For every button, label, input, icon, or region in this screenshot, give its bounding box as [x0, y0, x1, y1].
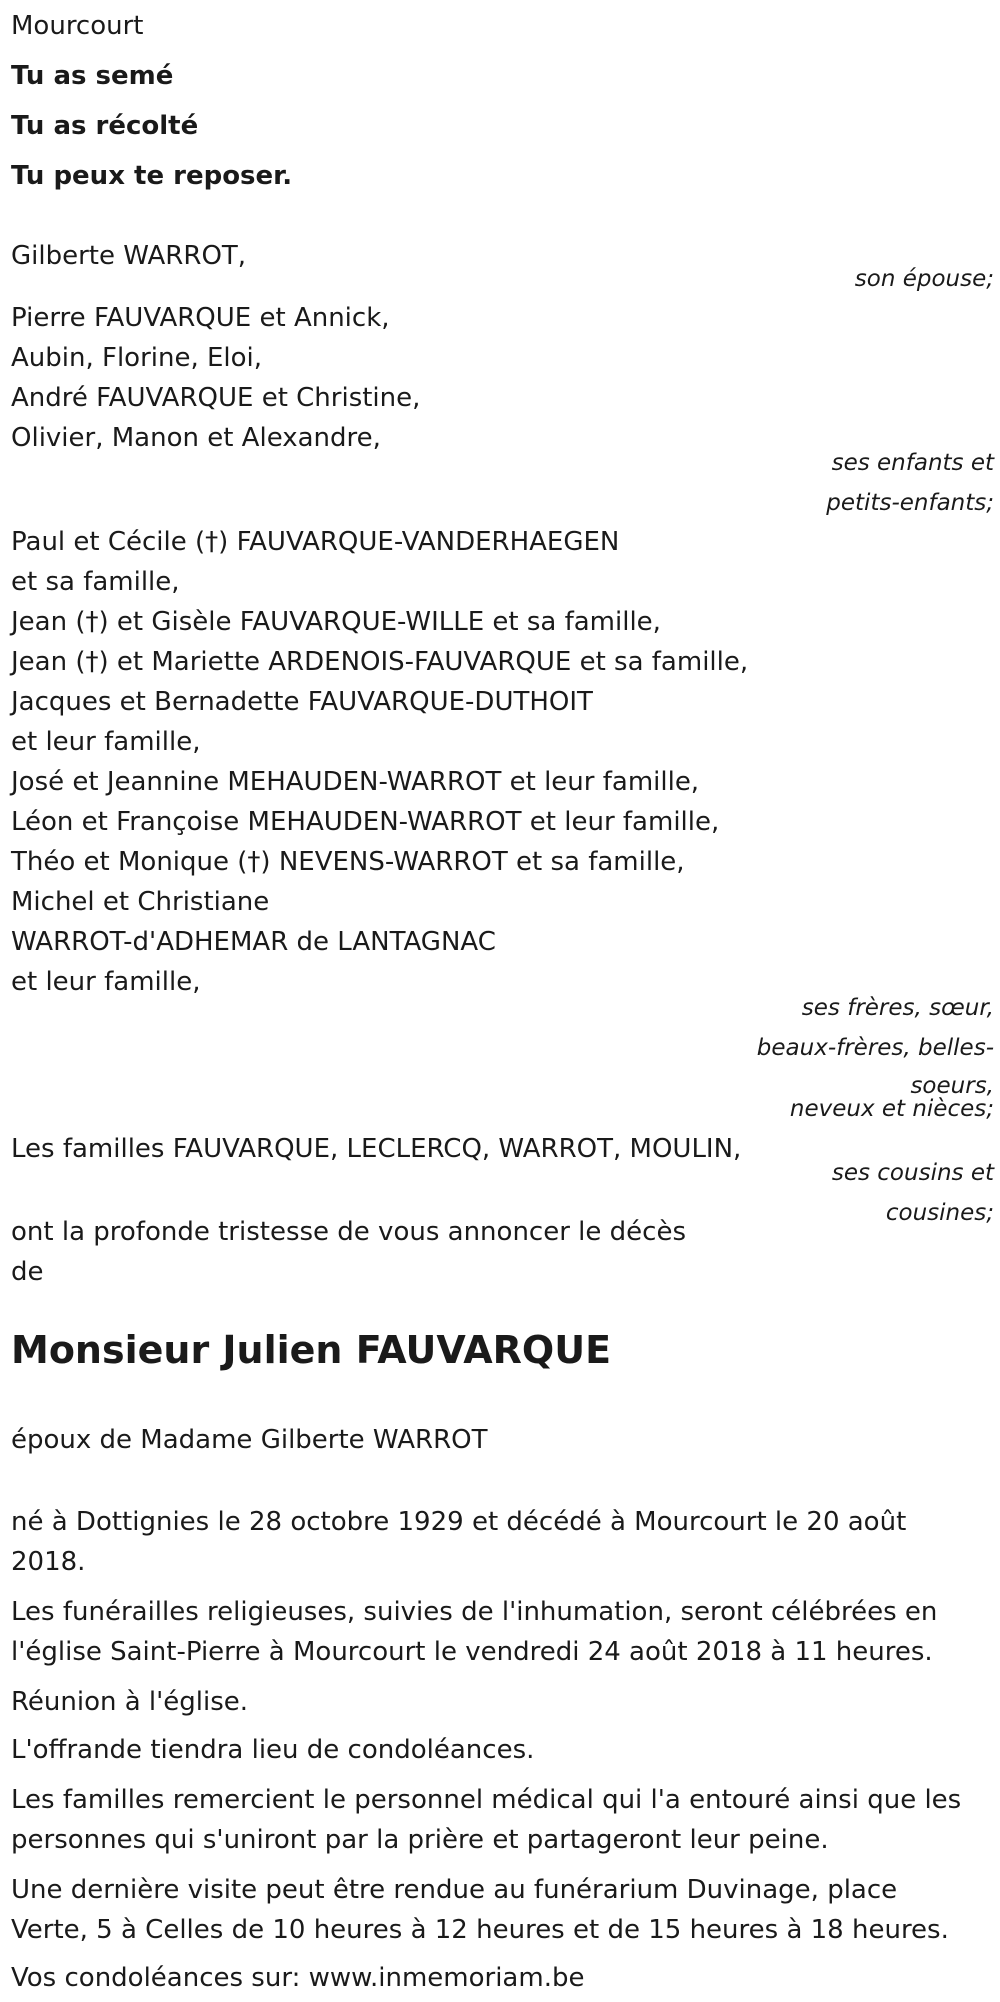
sibling-line: Jacques et Bernadette FAUVARQUE-DUTHOIT [11, 687, 593, 717]
siblings-relation: neveux et nièces; [789, 1096, 994, 1122]
detail-line: Les funérailles religieuses, suivies de l'inhumation, seront célébrées en [11, 1597, 938, 1627]
children-relation: petits-enfants; [826, 490, 994, 516]
cousins-relation: cousines; [885, 1200, 994, 1226]
children-line: Aubin, Florine, Eloi, [11, 343, 263, 373]
detail-line: L'offrande tiendra lieu de condoléances. [11, 1735, 535, 1765]
sibling-line: Jean (†) et Gisèle FAUVARQUE-WILLE et sa famille, [11, 607, 661, 637]
sibling-line: et leur famille, [11, 727, 201, 757]
detail-line: Les familles remercient le personnel médical qui l'a entouré ainsi que les [11, 1785, 962, 1815]
deceased-name: Monsieur Julien FAUVARQUE [11, 1328, 612, 1372]
location: Mourcourt [11, 11, 144, 41]
children-line: André FAUVARQUE et Christine, [11, 383, 421, 413]
spouse-relation: son épouse; [854, 266, 994, 292]
poem-line: Tu peux te reposer. [11, 161, 293, 191]
sibling-line: Théo et Monique (†) NEVENS-WARROT et sa famille, [11, 847, 685, 877]
spouse-of: époux de Madame Gilberte WARROT [11, 1425, 488, 1455]
detail-line: Une dernière visite peut être rendue au funérarium Duvinage, place [11, 1875, 898, 1905]
detail-line: né à Dottignies le 28 octobre 1929 et décédé à Mourcourt le 20 août [11, 1507, 907, 1537]
sibling-line: et leur famille, [11, 967, 201, 997]
poem-line: Tu as récolté [11, 111, 199, 141]
siblings-relation: ses frères, sœur, [801, 995, 994, 1021]
poem-line: Tu as semé [11, 61, 174, 91]
condolences-line: Vos condoléances sur: www.inmemoriam.be [11, 1963, 585, 1993]
children-line: Pierre FAUVARQUE et Annick, [11, 303, 390, 333]
children-relation: ses enfants et [831, 450, 994, 476]
sibling-line: Jean (†) et Mariette ARDENOIS-FAUVARQUE et sa famille, [11, 647, 749, 677]
sibling-line: et sa famille, [11, 567, 180, 597]
announcement-line: de [11, 1257, 44, 1287]
detail-line: personnes qui s'uniront par la prière et partageront leur peine. [11, 1825, 829, 1855]
siblings-relation: beaux-frères, belles- [756, 1035, 994, 1061]
sibling-line: José et Jeannine MEHAUDEN-WARROT et leur famille, [11, 767, 700, 797]
detail-line: Verte, 5 à Celles de 10 heures à 12 heures et de 15 heures à 18 heures. [11, 1915, 949, 1945]
sibling-line: Paul et Cécile (†) FAUVARQUE-VANDERHAEGEN [11, 527, 620, 557]
sibling-line: Michel et Christiane [11, 887, 270, 917]
siblings-relation: soeurs, [910, 1073, 994, 1099]
detail-line: l'église Saint-Pierre à Mourcourt le vendredi 24 août 2018 à 11 heures. [11, 1637, 933, 1667]
announcement-line: ont la profonde tristesse de vous annoncer le décès [11, 1217, 686, 1247]
children-line: Olivier, Manon et Alexandre, [11, 423, 381, 453]
sibling-line: WARROT-d'ADHEMAR de LANTAGNAC [11, 927, 496, 957]
cousins-line: Les familles FAUVARQUE, LECLERCQ, WARROT, MOULIN, [11, 1134, 742, 1164]
cousins-relation: ses cousins et [831, 1160, 994, 1186]
detail-line: Réunion à l'église. [11, 1687, 249, 1717]
sibling-line: Léon et Françoise MEHAUDEN-WARROT et leur famille, [11, 807, 720, 837]
spouse-name: Gilberte WARROT, [11, 241, 247, 271]
detail-line: 2018. [11, 1547, 86, 1577]
